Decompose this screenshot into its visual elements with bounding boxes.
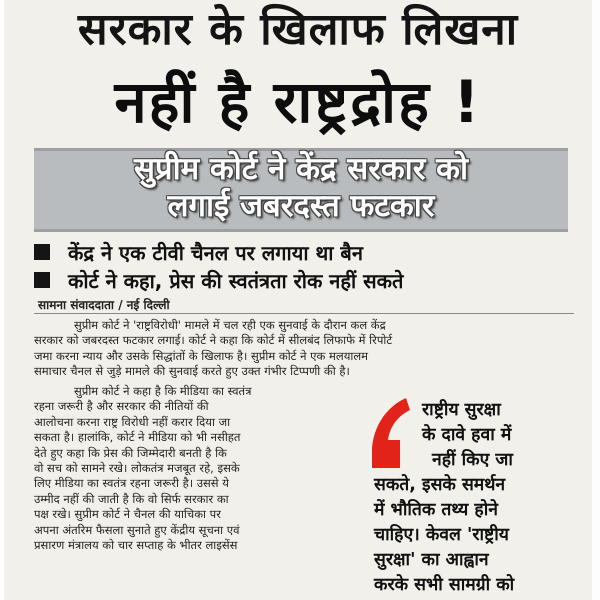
pull-quote-line: नहीं किए जा bbox=[432, 450, 513, 470]
bullet-item bbox=[34, 266, 574, 294]
headline-line-2: नहीं है राष्ट्रद्रोह ! bbox=[114, 68, 482, 136]
bullet-item bbox=[34, 238, 574, 266]
newspaper-clipping bbox=[4, 0, 592, 600]
pull-quote-line: चाहिए। केवल 'राष्ट्रीय bbox=[374, 525, 509, 545]
deck-band bbox=[34, 148, 568, 232]
page-edge bbox=[592, 0, 600, 600]
pull-quote-line: के दावे हवा में bbox=[422, 425, 512, 445]
intro-line: समाचार चैनल से जुड़े मामले की सुनवाई करते हुए उक्त गंभीर टिप्पणी की है। bbox=[34, 364, 350, 379]
body-line: सुप्रीम कोर्ट ने कहा है कि मीडिया का स्वतंत्र bbox=[74, 384, 252, 398]
body-line: देते हुए कहा कि प्रेस की जिम्मेदारी बनती है कि bbox=[34, 445, 227, 460]
intro-line: सरकार को जबरदस्त फटकार लगाई। कोर्ट ने कहा कि कोर्ट में सीलबंद लिफाफे में रिपोर्ट bbox=[34, 333, 393, 348]
bullet-text: कोर्ट ने कहा, प्रेस की स्वतंत्रता रोक नहीं सकते bbox=[68, 268, 404, 293]
divider bbox=[34, 313, 574, 314]
body-line: उम्मीद नहीं की जाती है कि वो सिर्फ सरकार का bbox=[34, 491, 229, 506]
body-line: सकता है। हालांकि, कोर्ट ने मीडिया को भी नसीहत bbox=[34, 430, 241, 445]
body-line: पक्ष रखे। सुप्रीम कोर्ट ने चैनल की याचिका पर bbox=[34, 507, 221, 522]
intro-paragraph bbox=[34, 318, 572, 380]
quote-mark-icon bbox=[366, 396, 416, 470]
body-line: रहना जरूरी है और सरकार की नीतियों की bbox=[34, 399, 209, 414]
intro-line: सुप्रीम कोर्ट ने 'राष्ट्रविरोधी' मामले में चल रही एक सुनवाई के दौरान कल केंद्र bbox=[74, 318, 386, 332]
pull-quote-line: राष्ट्रीय सुरक्षा bbox=[422, 400, 501, 420]
deck-line-2: लगाई जबरदस्त फटकार bbox=[167, 188, 435, 224]
square-bullet-icon bbox=[34, 272, 50, 288]
pull-quote-line: में भौतिक तथ्य होने bbox=[374, 500, 498, 520]
pull-quote-wide bbox=[374, 473, 588, 598]
pull-quote-top bbox=[422, 398, 588, 473]
body-line: प्रसारण मंत्रालय को चार सप्ताह के भीतर लाइसेंस bbox=[34, 538, 238, 553]
headline-line-1: सरकार के खिलाफ लिखना bbox=[77, 4, 519, 55]
square-bullet-icon bbox=[34, 244, 50, 260]
bullet-text: केंद्र ने एक टीवी चैनल पर लगाया था बैन bbox=[68, 240, 363, 265]
body-line: लिए मीडिया का स्वतंत्र रहना जरूरी है। उससे ये bbox=[34, 476, 229, 491]
pull-quote-line: सकते, इसके समर्थन bbox=[374, 475, 506, 495]
bullet-list bbox=[34, 238, 574, 294]
deck-line-1: सुप्रीम कोर्ट ने केंद्र सरकार को bbox=[133, 151, 469, 187]
body-line: अपना अंतरिम फैसला सुनाते हुए केंद्रीय सूचना एवं bbox=[34, 522, 240, 537]
dateline: सामना संवाददाता / नई दिल्ली bbox=[38, 298, 170, 312]
body-line: वो सच को सामने रखे। लोकतंत्र मजबूत रहे, इसके bbox=[34, 461, 240, 476]
intro-line: जमा करना न्याय और उसके सिद्धांतों के खिलाफ है। सुप्रीम कोर्ट ने एक मलयालम bbox=[34, 348, 369, 363]
pull-quote-line: करके सभी सामग्री को bbox=[374, 575, 515, 595]
body-paragraph bbox=[34, 384, 370, 553]
pull-quote-line: सुरक्षा' का आह्वान bbox=[374, 550, 489, 570]
body-line: आलोचना करना राष्ट्र विरोधी नहीं करार दिया जा bbox=[34, 414, 231, 429]
